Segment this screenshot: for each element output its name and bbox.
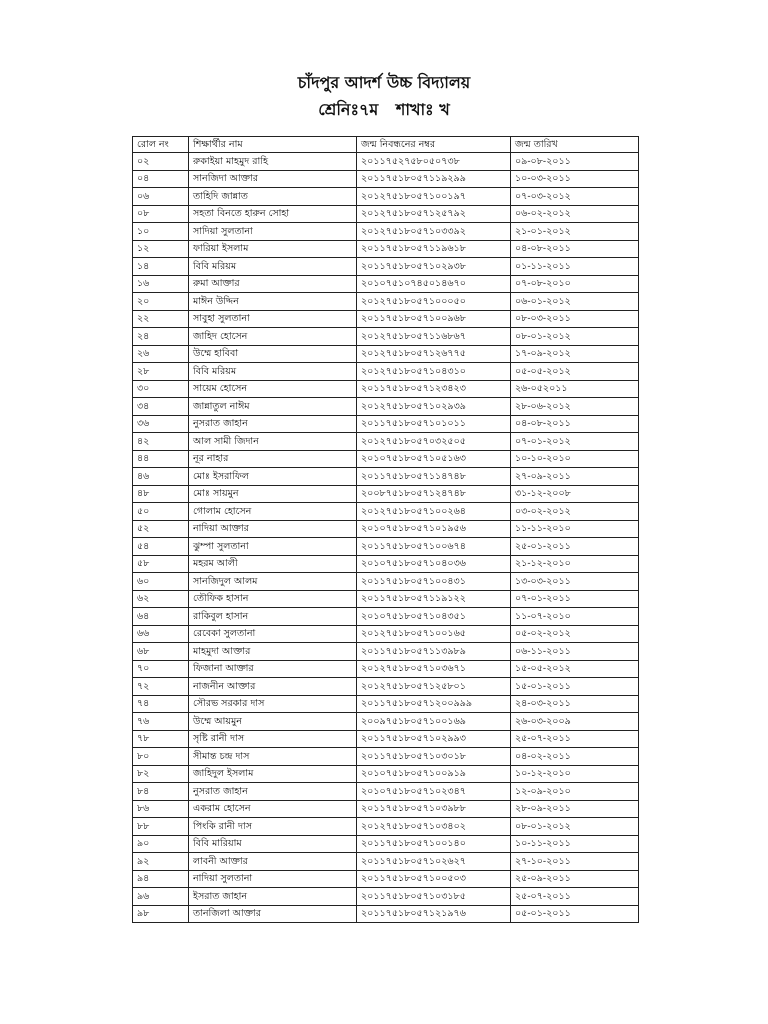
roll-number-cell: ৯২ bbox=[133, 853, 189, 871]
student-name-cell: জাহিদ হোসেন bbox=[189, 328, 357, 346]
table-row bbox=[133, 415, 639, 433]
table-row bbox=[133, 643, 639, 661]
birth-date-cell: ২৫-০৭-২০১১ bbox=[511, 730, 639, 748]
registration-number-cell: ২০১১৭৫১৮০৫৭১০৩১৮৫ bbox=[357, 888, 511, 906]
registration-number-cell: ২০১১৭৫১৮০৫৭১১৯২৯৯ bbox=[357, 170, 511, 188]
table-row bbox=[133, 258, 639, 276]
registration-number-cell: ২০১২৭৫১৮০৫৭১২৬৭৭৫ bbox=[357, 345, 511, 363]
birth-date-cell: ২৭-১০-২০১১ bbox=[511, 853, 639, 871]
roll-number-cell: ৫৮ bbox=[133, 555, 189, 573]
registration-number-cell: ২০১২৭৫১৮০৫৭১০০২৬৪ bbox=[357, 503, 511, 521]
student-name-cell: সহতা বিনতে হারুন সোহা bbox=[189, 205, 357, 223]
column-header-name: শিক্ষার্থীর নাম bbox=[189, 137, 357, 153]
roll-number-cell: ৭০ bbox=[133, 660, 189, 678]
registration-number-cell: ২০১১৭৫১৮০৫৭১০০৯৬৮ bbox=[357, 310, 511, 328]
table-row bbox=[133, 783, 639, 801]
student-name-cell: সৌরভ সরকার দাস bbox=[189, 695, 357, 713]
birth-date-cell: ০৭-০১-২০১২ bbox=[511, 433, 639, 451]
table-row bbox=[133, 520, 639, 538]
roll-number-cell: ০২ bbox=[133, 153, 189, 171]
birth-date-cell: ১৫-০১-২০১১ bbox=[511, 678, 639, 696]
student-name-cell: ঝুম্পা সুলতানা bbox=[189, 538, 357, 556]
roll-number-cell: ৯৮ bbox=[133, 905, 189, 923]
registration-number-cell: ২০১০৭৫১৮০৫৭১০০৯১৯ bbox=[357, 765, 511, 783]
roll-number-cell: ২৬ bbox=[133, 345, 189, 363]
student-name-cell: নাদিয়া সুলতানা bbox=[189, 870, 357, 888]
birth-date-cell: ১২-০৯-২০১০ bbox=[511, 783, 639, 801]
roll-number-cell: ৮৬ bbox=[133, 800, 189, 818]
registration-number-cell: ২০১০৭৫১০৭৪৫০১৪৬৭০ bbox=[357, 275, 511, 293]
table-row bbox=[133, 818, 639, 836]
roll-number-cell: ৩৪ bbox=[133, 398, 189, 416]
table-row bbox=[133, 748, 639, 766]
registration-number-cell: ২০১২৭৫১৮০৫৭১২৫৭৯২ bbox=[357, 205, 511, 223]
birth-date-cell: ০৬-০২-২০১২ bbox=[511, 205, 639, 223]
registration-number-cell: ২০১১৭৫১৮০৫৭১০৩৯৮৮ bbox=[357, 800, 511, 818]
student-name-cell: নূর নাহার bbox=[189, 450, 357, 468]
student-name-cell: সৃষ্টি রানী দাস bbox=[189, 730, 357, 748]
student-name-cell: লাবনী আক্তার bbox=[189, 853, 357, 871]
roll-number-cell: ১২ bbox=[133, 240, 189, 258]
roll-number-cell: ০৪ bbox=[133, 170, 189, 188]
student-name-cell: উম্মে আয়মুন bbox=[189, 713, 357, 731]
student-name-cell: মাঈন উদ্দিন bbox=[189, 293, 357, 311]
table-row bbox=[133, 573, 639, 591]
class-label: শ্রেনিঃ৭ম bbox=[318, 100, 379, 119]
birth-date-cell: ০৪-০২-২০১১ bbox=[511, 748, 639, 766]
roll-number-cell: ৩০ bbox=[133, 380, 189, 398]
registration-number-cell: ২০১১৭৫১৮০৫৭১১৪৭৪৮ bbox=[357, 468, 511, 486]
student-name-cell: সানজিদুল আলম bbox=[189, 573, 357, 591]
table-row bbox=[133, 380, 639, 398]
registration-number-cell: ২০১০৭৫১৮০৫৭১০৪৩৫১ bbox=[357, 608, 511, 626]
roll-number-cell: ৯৬ bbox=[133, 888, 189, 906]
roll-number-cell: ৫২ bbox=[133, 520, 189, 538]
student-name-cell: জান্নাতুল নাঈম bbox=[189, 398, 357, 416]
registration-number-cell: ২০১১৭৫১৮০৫৭১০২৯৩৮ bbox=[357, 258, 511, 276]
birth-date-cell: ০৭-০৩-২০১২ bbox=[511, 188, 639, 206]
birth-date-cell: ১৭-০৯-২০১২ bbox=[511, 345, 639, 363]
table-header-row bbox=[133, 137, 639, 153]
roll-number-cell: ৬৪ bbox=[133, 608, 189, 626]
table-row bbox=[133, 765, 639, 783]
roll-number-cell: ৬৬ bbox=[133, 625, 189, 643]
table-row bbox=[133, 905, 639, 923]
student-name-cell: রুকাইয়া মাহমুদ রাহি bbox=[189, 153, 357, 171]
table-row bbox=[133, 433, 639, 451]
registration-number-cell: ২০১০৭৫১৮০৫৭১০৪০৩৬ bbox=[357, 555, 511, 573]
table-row bbox=[133, 730, 639, 748]
student-name-cell: সাদিয়া সুলতানা bbox=[189, 223, 357, 241]
table-row bbox=[133, 468, 639, 486]
student-name-cell: নাজনীন আক্তার bbox=[189, 678, 357, 696]
birth-date-cell: ১০-১১-২০১১ bbox=[511, 835, 639, 853]
birth-date-cell: ২১-০১-২০১২ bbox=[511, 223, 639, 241]
roll-number-cell: ১৪ bbox=[133, 258, 189, 276]
table-row bbox=[133, 503, 639, 521]
registration-number-cell: ২০১১৭৫১৮০৫৭১২১৯৭৬ bbox=[357, 905, 511, 923]
table-row bbox=[133, 485, 639, 503]
registration-number-cell: ২০১০৭৫১৮০৫৭১০২৩৪৭ bbox=[357, 783, 511, 801]
registration-number-cell: ২০১২৭৫১৮০৫৭১০২৯৩৯ bbox=[357, 398, 511, 416]
registration-number-cell: ২০১১৭৫১৮০৫৭১০২৬২৭ bbox=[357, 853, 511, 871]
birth-date-cell: ২৫-০১-২০১১ bbox=[511, 538, 639, 556]
student-name-cell: নুসরাত জাহান bbox=[189, 415, 357, 433]
student-name-cell: রুমা আক্তার bbox=[189, 275, 357, 293]
table-row bbox=[133, 555, 639, 573]
table-row bbox=[133, 188, 639, 206]
roll-number-cell: ৬০ bbox=[133, 573, 189, 591]
table-row bbox=[133, 660, 639, 678]
birth-date-cell: ০৩-০২-২০১২ bbox=[511, 503, 639, 521]
registration-number-cell: ২০১১৭৫১৮০৫৭১০২৯৯৩ bbox=[357, 730, 511, 748]
birth-date-cell: ০৫-০৫-২০১২ bbox=[511, 363, 639, 381]
registration-number-cell: ২০১১৭৫১৮০৫৭১০৩০১৮ bbox=[357, 748, 511, 766]
student-name-cell: ফারিয়া ইসলাম bbox=[189, 240, 357, 258]
birth-date-cell: ২৮-০৬-২০১২ bbox=[511, 398, 639, 416]
roll-number-cell: ৮০ bbox=[133, 748, 189, 766]
birth-date-cell: ০১-১১-২০১১ bbox=[511, 258, 639, 276]
student-name-cell: রাকিবুল হাসান bbox=[189, 608, 357, 626]
birth-date-cell: ২৭-০৯-২০১১ bbox=[511, 468, 639, 486]
registration-number-cell: ২০১২৭৫১৮০৫৭১২৫৮০১ bbox=[357, 678, 511, 696]
registration-number-cell: ২০১২৭৫১৮০৫৭১০০০৫০ bbox=[357, 293, 511, 311]
table-row bbox=[133, 713, 639, 731]
roll-number-cell: ৯৪ bbox=[133, 870, 189, 888]
table-row bbox=[133, 293, 639, 311]
roll-number-cell: ৪৬ bbox=[133, 468, 189, 486]
registration-number-cell: ২০১১৭৫১৮০৫৭১২০০৯৯৯ bbox=[357, 695, 511, 713]
student-name-cell: মাহমুদা আক্তার bbox=[189, 643, 357, 661]
student-name-cell: সাবুহা সুলতানা bbox=[189, 310, 357, 328]
table-row bbox=[133, 398, 639, 416]
registration-number-cell: ২০১১৭৫১৮০৫৭১০০১৪০ bbox=[357, 835, 511, 853]
registration-number-cell: ২০১০৭৫১৮০৫৭১০১৯৫৬ bbox=[357, 520, 511, 538]
registration-number-cell: ২০১১৭৫১৮০৫৭১১৯৬১৮ bbox=[357, 240, 511, 258]
student-name-cell: রেবেকা সুলতানা bbox=[189, 625, 357, 643]
student-name-cell: গোলাম হোসেন bbox=[189, 503, 357, 521]
student-name-cell: মোঃ সায়মুন bbox=[189, 485, 357, 503]
table-row bbox=[133, 310, 639, 328]
registration-number-cell: ২০১১৭৫১৮০৫৭১০০৫০৩ bbox=[357, 870, 511, 888]
birth-date-cell: ০৭-০১-২০১১ bbox=[511, 590, 639, 608]
student-name-cell: একরাম হোসেন bbox=[189, 800, 357, 818]
table-row bbox=[133, 888, 639, 906]
student-name-cell: আল সামী জিদান bbox=[189, 433, 357, 451]
registration-number-cell: ২০১১৭৫২৭৫৮০৫০৭৩৮ bbox=[357, 153, 511, 171]
section-label: শাখাঃ খ bbox=[395, 100, 450, 119]
student-name-cell: নাদিয়া আক্তার bbox=[189, 520, 357, 538]
registration-number-cell: ২০১২৭৫১৮০৫৭০৩২৫০৫ bbox=[357, 433, 511, 451]
student-name-cell: জাহিদুল ইসলাম bbox=[189, 765, 357, 783]
registration-number-cell: ২০১১৭৫১৮০৫৭১১৩৯৮৯ bbox=[357, 643, 511, 661]
class-section-line bbox=[0, 97, 768, 124]
birth-date-cell: ২৫-০৭-২০১১ bbox=[511, 888, 639, 906]
birth-date-cell: ২৪-০৩-২০১১ bbox=[511, 695, 639, 713]
roll-number-cell: ২০ bbox=[133, 293, 189, 311]
table-row bbox=[133, 328, 639, 346]
table-row bbox=[133, 450, 639, 468]
roll-number-cell: ০৮ bbox=[133, 205, 189, 223]
birth-date-cell: ০৮-০৩-২০১১ bbox=[511, 310, 639, 328]
roll-number-cell: ৪৪ bbox=[133, 450, 189, 468]
roll-number-cell: ২৮ bbox=[133, 363, 189, 381]
registration-number-cell: ২০১২৭৫১৮০৫৭১১৬৮৬৭ bbox=[357, 328, 511, 346]
student-roster-table bbox=[132, 136, 639, 923]
table-row bbox=[133, 538, 639, 556]
birth-date-cell: ০৫-০১-২০১১ bbox=[511, 905, 639, 923]
roll-number-cell: ৭৬ bbox=[133, 713, 189, 731]
registration-number-cell: ২০১২৭৫১৮০৫৭১০০১৯৭ bbox=[357, 188, 511, 206]
student-name-cell: তাহিদি জান্নাত bbox=[189, 188, 357, 206]
table-row bbox=[133, 153, 639, 171]
student-name-cell: তৌফিক হাসান bbox=[189, 590, 357, 608]
roll-number-cell: ৫৪ bbox=[133, 538, 189, 556]
roll-number-cell: ৬২ bbox=[133, 590, 189, 608]
registration-number-cell: ২০১০৭৫১৮০৫৭১০৫১৬৩ bbox=[357, 450, 511, 468]
table-row bbox=[133, 590, 639, 608]
birth-date-cell: ২১-১২-২০১০ bbox=[511, 555, 639, 573]
roll-number-cell: ৪৮ bbox=[133, 485, 189, 503]
registration-number-cell: ২০১১৭৫১৮০৫৭১২৩৪২৩ bbox=[357, 380, 511, 398]
roll-number-cell: ৪২ bbox=[133, 433, 189, 451]
birth-date-cell: ০৪-০৮-২০১১ bbox=[511, 240, 639, 258]
table-row bbox=[133, 608, 639, 626]
table-row bbox=[133, 275, 639, 293]
roll-number-cell: ২৪ bbox=[133, 328, 189, 346]
student-name-cell: ফিজানা আক্তার bbox=[189, 660, 357, 678]
student-name-cell: পিংকি রানী দাস bbox=[189, 818, 357, 836]
registration-number-cell: ২০১২৭৫১৮০৫৭১০৩৩৯২ bbox=[357, 223, 511, 241]
registration-number-cell: ২০০৮৭৫১৮০৫৭১২৪৭৪৮ bbox=[357, 485, 511, 503]
student-name-cell: বিবি মারিয়াম bbox=[189, 835, 357, 853]
student-name-cell: সীমান্ত চন্দ্র দাস bbox=[189, 748, 357, 766]
table-row bbox=[133, 695, 639, 713]
student-name-cell: বিবি মরিয়ম bbox=[189, 258, 357, 276]
registration-number-cell: ২০১২৭৫১৮০৫৭১০০১৬৫ bbox=[357, 625, 511, 643]
table-row bbox=[133, 625, 639, 643]
roll-number-cell: ৭৮ bbox=[133, 730, 189, 748]
roll-number-cell: ৭৪ bbox=[133, 695, 189, 713]
roll-number-cell: ৩৬ bbox=[133, 415, 189, 433]
birth-date-cell: ০৬-০১-২০১২ bbox=[511, 293, 639, 311]
birth-date-cell: ০৬-১১-২০১১ bbox=[511, 643, 639, 661]
roll-number-cell: ১০ bbox=[133, 223, 189, 241]
roll-number-cell: ৮৪ bbox=[133, 783, 189, 801]
registration-number-cell: ২০১২৭৫১৮০৫৭১০৩৪০২ bbox=[357, 818, 511, 836]
table-row bbox=[133, 345, 639, 363]
birth-date-cell: ৩১-১২-২০০৮ bbox=[511, 485, 639, 503]
birth-date-cell: ০৫-০২-২০১২ bbox=[511, 625, 639, 643]
birth-date-cell: ২৮-০৯-২০১১ bbox=[511, 800, 639, 818]
registration-number-cell: ২০০৯৭৫১৮০৫৭১০০১৬৯ bbox=[357, 713, 511, 731]
student-name-cell: উম্মে হাবিবা bbox=[189, 345, 357, 363]
birth-date-cell: ১৩-০৩-২০১১ bbox=[511, 573, 639, 591]
table-row bbox=[133, 240, 639, 258]
table-body bbox=[133, 153, 639, 923]
birth-date-cell: ০৪-০৮-২০১১ bbox=[511, 415, 639, 433]
birth-date-cell: ০৯-০৮-২০১১ bbox=[511, 153, 639, 171]
registration-number-cell: ২০১১৭৫১৮০৫৭১০০৬৭৪ bbox=[357, 538, 511, 556]
birth-date-cell: ১০-১০-২০১০ bbox=[511, 450, 639, 468]
table-row bbox=[133, 363, 639, 381]
student-name-cell: বিবি মরিয়ম bbox=[189, 363, 357, 381]
roll-number-cell: ২২ bbox=[133, 310, 189, 328]
column-header-birthdate: জন্ম তারিখ bbox=[511, 137, 639, 153]
roll-number-cell: ৬৮ bbox=[133, 643, 189, 661]
table-row bbox=[133, 170, 639, 188]
birth-date-cell: ০৮-০১-২০১২ bbox=[511, 328, 639, 346]
roll-number-cell: ০৬ bbox=[133, 188, 189, 206]
column-header-registration: জন্ম নিবন্ধনের নম্বর bbox=[357, 137, 511, 153]
student-name-cell: মহরম আলী bbox=[189, 555, 357, 573]
table-row bbox=[133, 800, 639, 818]
roll-number-cell: ১৬ bbox=[133, 275, 189, 293]
registration-number-cell: ২০১২৭৫১৮০৫৭১০৪৩১০ bbox=[357, 363, 511, 381]
registration-number-cell: ২০১২৭৫১৮০৫৭১০৩৬৭১ bbox=[357, 660, 511, 678]
student-name-cell: ইসরাত জাহান bbox=[189, 888, 357, 906]
column-header-roll: রোল নং bbox=[133, 137, 189, 153]
birth-date-cell: ২৬-০৩-২০০৯ bbox=[511, 713, 639, 731]
table-row bbox=[133, 205, 639, 223]
birth-date-cell: ১১-১১-২০১০ bbox=[511, 520, 639, 538]
student-name-cell: সায়েম হোসেন bbox=[189, 380, 357, 398]
birth-date-cell: ০৮-০১-২০১২ bbox=[511, 818, 639, 836]
table-row bbox=[133, 835, 639, 853]
table-row bbox=[133, 870, 639, 888]
birth-date-cell: ১০-০৩-২০১১ bbox=[511, 170, 639, 188]
birth-date-cell: ১১-০৭-২০১০ bbox=[511, 608, 639, 626]
birth-date-cell: ২৫-০৯-২০১১ bbox=[511, 870, 639, 888]
roll-number-cell: ৫০ bbox=[133, 503, 189, 521]
registration-number-cell: ২০১১৭৫১৮০৫৭১১৯১২২ bbox=[357, 590, 511, 608]
birth-date-cell: ২৬-০৫২০১১ bbox=[511, 380, 639, 398]
registration-number-cell: ২০১১৭৫১৮০৫৭১০০৪৩১ bbox=[357, 573, 511, 591]
student-name-cell: সানজিদা আক্তার bbox=[189, 170, 357, 188]
student-name-cell: মোঃ ইসরাফিল bbox=[189, 468, 357, 486]
birth-date-cell: ১০-১২-২০১০ bbox=[511, 765, 639, 783]
roll-number-cell: ৮৮ bbox=[133, 818, 189, 836]
student-name-cell: নুসরাত জাহান bbox=[189, 783, 357, 801]
table-row bbox=[133, 678, 639, 696]
birth-date-cell: ১৫-০৫-২০১২ bbox=[511, 660, 639, 678]
roll-number-cell: ৯০ bbox=[133, 835, 189, 853]
table-row bbox=[133, 853, 639, 871]
roll-number-cell: ৮২ bbox=[133, 765, 189, 783]
birth-date-cell: ০৭-০৮-২০১০ bbox=[511, 275, 639, 293]
roll-number-cell: ৭২ bbox=[133, 678, 189, 696]
table-row bbox=[133, 223, 639, 241]
page-title: চাঁদপুর আদর্শ উচ্চ বিদ্যালয় bbox=[297, 73, 471, 92]
registration-number-cell: ২০১১৭৫১৮০৫৭১০১০১১ bbox=[357, 415, 511, 433]
student-name-cell: তানজিলা আক্তার bbox=[189, 905, 357, 923]
